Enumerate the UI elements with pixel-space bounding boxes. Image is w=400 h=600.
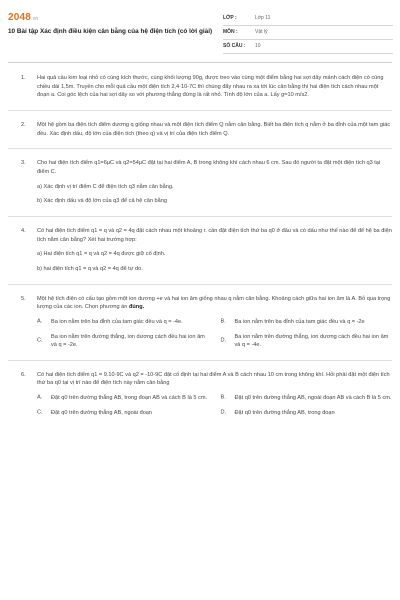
- option-text: Ba ion nằm trên đường thẳng, ion dương cách đều hai ion âm và q = -2e.: [51, 333, 205, 349]
- question-text-body: Một hệ tích điện có cấu tạo gồm một ion dương +e và hai ion âm giống nhau q nằm cân bằng. Khoảng cách giữa hai ion âm là A. Bỏ qua trọng lượng của các ion. Chọn phương án: [37, 295, 391, 311]
- question-text: Một hệ gồm ba điện tích điểm dương q giống nhau và một điện tích điểm Q nằm cân bằng. Biết ba điện tích q nằm ở ba đỉnh của một tam giác đều. Xác định dấu, độ lớn của điện tích (theo q) và vị trí của điện tích điểm Q.: [37, 121, 391, 137]
- question-text: Có hai điện tích điểm q1 = 9.10-9C và q2 = -10-9C đặt cố định tại hai điểm A và B cách nhau 10 cm trong không khí. Hỏi phải đặt một điện tích thứ ba q0 tại vị trí nào để điện tích này nằm cân bằng: [37, 371, 390, 387]
- answer-option-d[interactable]: [221, 409, 393, 418]
- option-text: Đặt q0 trên đường thẳng AB, ngoài đoạn: [51, 409, 153, 416]
- option-text: Đặt q0 trên đường thẳng AB, trong đoạn: [234, 409, 335, 416]
- question-text: Cho hai điện tích điểm q1=6μC và q2=54μC đặt tại hai điểm A, B trong không khí cách nhau 6 cm. Sau đó người ta đặt một điện tích q3 tại điểm C.: [37, 160, 381, 175]
- option-text: Ba ion nằm trên ba đỉnh của tam giác đều và q = -4e.: [51, 318, 183, 325]
- logo-suffix: .vn: [31, 16, 39, 22]
- question-number: 5.: [21, 295, 26, 302]
- document-meta: [223, 12, 393, 54]
- question-item: [8, 295, 392, 361]
- option-letter: B.: [220, 395, 226, 402]
- answer-options: [37, 318, 392, 350]
- answer-option-a[interactable]: [37, 318, 209, 327]
- question-item: [8, 159, 392, 217]
- meta-label: LỚP :: [223, 14, 237, 21]
- page-header: [0, 0, 400, 66]
- sub-question: a) Hai điện tích q1 = q và q2 = 4q được giữ cố định.: [37, 251, 166, 258]
- question-emphasis: đúng.: [128, 304, 145, 311]
- logo-text: 2048: [8, 12, 32, 23]
- question-number: 6.: [21, 371, 26, 378]
- answer-option-b[interactable]: [221, 318, 393, 327]
- sub-question: a) Xác định vị trí điểm C để điện tích q3 nằm cân bằng.: [37, 183, 174, 190]
- question-number: 1.: [21, 75, 26, 81]
- meta-row-class: [223, 12, 393, 26]
- question-text: [37, 295, 392, 312]
- meta-label: MÔN :: [223, 28, 238, 35]
- option-letter: B.: [220, 318, 226, 325]
- option-text: Ba ion nằm trên đường thẳng, ion dương cách đều hai ion âm và q = -4e.: [234, 333, 389, 349]
- question-list: [8, 74, 392, 437]
- option-letter: D.: [220, 337, 227, 344]
- option-letter: A.: [37, 395, 43, 402]
- meta-row-subject: [223, 26, 393, 40]
- question-number: 3.: [21, 160, 26, 167]
- answer-option-c[interactable]: [37, 409, 209, 418]
- meta-value: Vật lý: [255, 28, 268, 35]
- question-item: [8, 74, 392, 111]
- option-text: Đặt q0 trên đường thẳng AB, trong đoạn AB và cách B là 5 cm.: [51, 395, 208, 402]
- site-logo[interactable]: [8, 10, 38, 26]
- meta-value: Lớp 11: [255, 14, 271, 21]
- option-text: Ba ion nằm trên ba đỉnh của tam giác đều và q = -2e: [234, 318, 365, 325]
- answer-options: [37, 394, 392, 417]
- option-letter: A.: [37, 318, 43, 325]
- option-letter: C.: [37, 337, 43, 344]
- question-text: Hai quả cầu kim loại nhỏ có cùng kích thước, cùng khối lượng 90g, được treo vào cùng một điểm bằng hai sợi dây mảnh cách điện có cùng chiều dài 1,5m. Truyền cho mỗi quả cầu một điện tích 2,4·10-7C thì chúng đẩy nhau ra xa tới lúc cân bằng thì hai điện tích cách nhau một đoạn a. Coi góc lệch của hai sợi dây so với phương thẳng đứng là rất nhỏ. Tính độ lớn của a. Lấy g=10 m/s2.: [37, 75, 384, 99]
- option-letter: C.: [37, 409, 43, 416]
- question-text: Có hai điện tích điểm q1 = q và q2 = 4q đặt cách nhau một khoảng r. cần đặt điện tích thứ ba q0 ở đâu và có dấu như thế nào để để hệ ba điện tích nằm cân bằng? Xét hai trường hợp:: [37, 227, 392, 243]
- answer-option-b[interactable]: [221, 394, 393, 403]
- meta-value: 10: [255, 42, 261, 49]
- document-title: 10 Bài tập Xác định điều kiện cân bằng của hệ điện tích (có lời giải): [8, 28, 213, 35]
- question-item: [8, 121, 392, 149]
- meta-label: SỐ CÂU :: [223, 42, 246, 49]
- question-item: [8, 371, 392, 428]
- question-number: 4.: [21, 227, 26, 234]
- answer-option-d[interactable]: [221, 333, 393, 350]
- question-number: 2.: [21, 121, 26, 128]
- sub-question: b) Xác định dấu và độ lớn của q3 để cả hệ cân bằng: [37, 198, 167, 205]
- answer-option-a[interactable]: [37, 394, 209, 403]
- meta-row-count: [223, 40, 393, 54]
- option-text: Đặt q0 trên đường thẳng AB, ngoài đoạn AB và cách B là 5 cm.: [234, 395, 392, 402]
- answer-option-c[interactable]: [37, 333, 209, 350]
- question-item: [8, 227, 392, 285]
- option-letter: D.: [220, 409, 227, 416]
- sub-question: b) hai điện tích q1 = q và q2 = 4q để tự do.: [37, 265, 143, 272]
- header-divider: [8, 62, 392, 63]
